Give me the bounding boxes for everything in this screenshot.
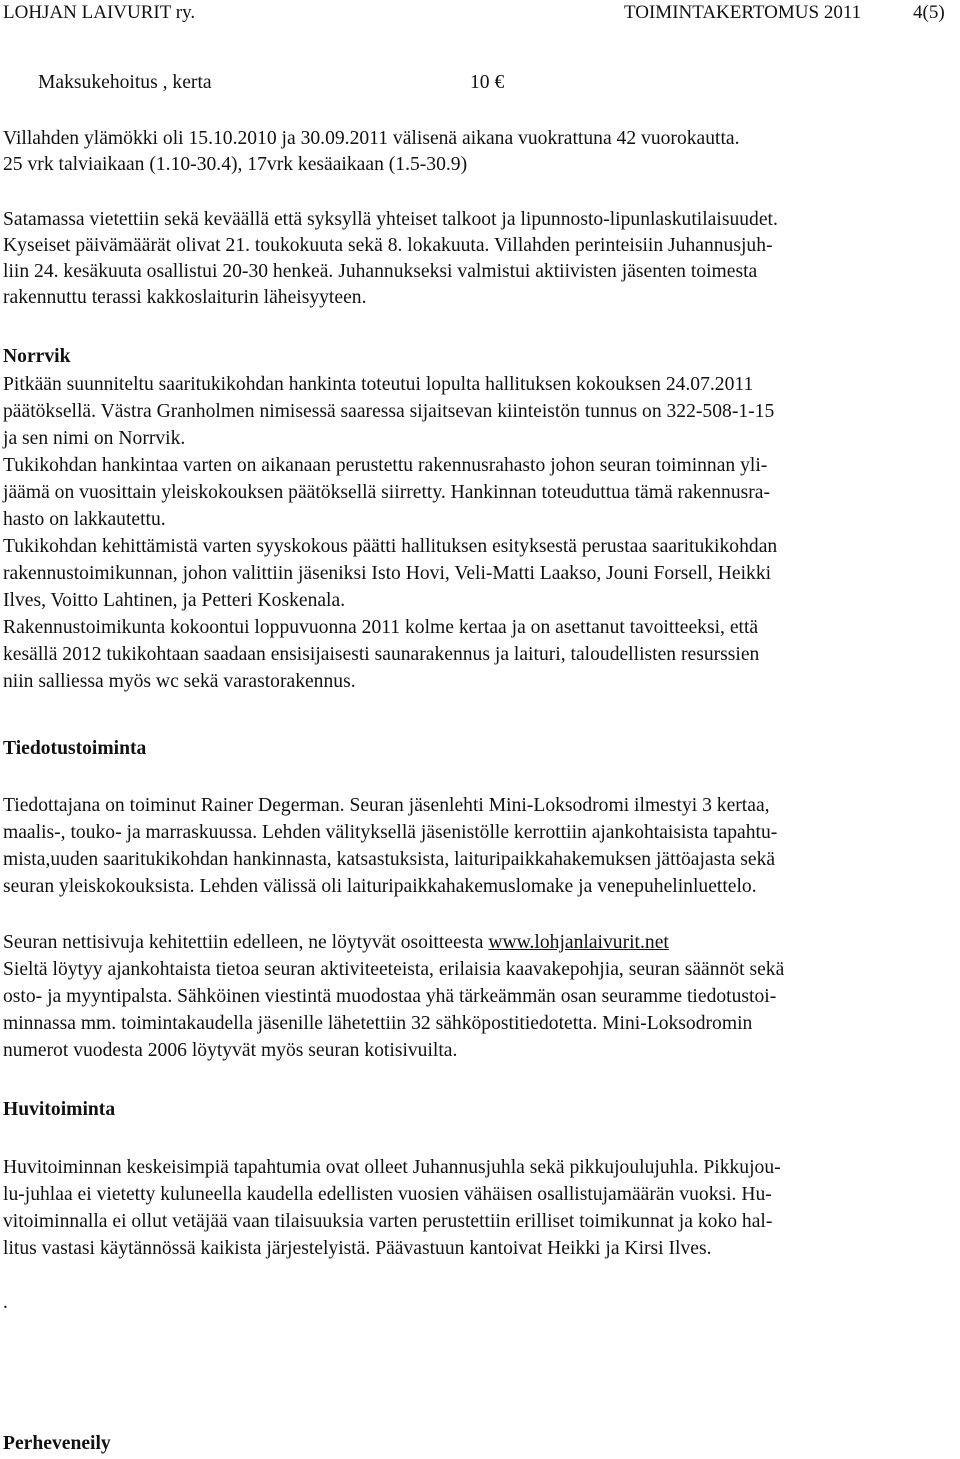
tiedotus-line-7: minnassa mm. toimintakaudella jäsenille lähetettiin 32 sähköpostitiedotetta. Mini-Loksodromin xyxy=(3,1013,753,1034)
satama-line-4: rakennuttu terassi kakkoslaiturin läheisyyteen. xyxy=(3,287,367,308)
satama-line-2: Kyseiset päivämäärät olivat 21. toukokuuta sekä 8. lokakuuta. Villahden perinteisiin Juhannusjuh- xyxy=(3,235,773,256)
satama-line-1: Satamassa vietettiin sekä keväällä että syksyllä yhteiset talkoot ja lipunnosto-lipunlaskutilaisuudet. xyxy=(3,209,778,230)
huvi-line-2: lu-juhlaa ei vietetty kuluneella kaudella edellisten vuosien vähäisen osallistujamäärän vuoksi. Hu- xyxy=(3,1184,772,1205)
huvi-line-1: Huvitoiminnan keskeisimpiä tapahtumia ovat olleet Juhannusjuhla sekä pikkujoulujuhla. Pikkujou- xyxy=(3,1157,781,1178)
villahden-line-2: 25 vrk talviaikaan (1.10-30.4), 17vrk kesäaikaan (1.5-30.9) xyxy=(3,154,468,175)
tiedotus-line-2: maalis-, touko- ja marraskuussa. Lehden välityksellä jäsenistölle kerrottiin ajankohtaisista tapahtu- xyxy=(3,822,778,843)
website-link[interactable]: www.lohjanlaivurit.net xyxy=(488,932,669,953)
norrvik-line-12: niin salliessa myös wc sekä varastorakennus. xyxy=(3,671,356,692)
norrvik-heading: Norrvik xyxy=(3,346,71,367)
norrvik-line-6: hasto on lakkautettu. xyxy=(3,509,166,530)
stray-dot: . xyxy=(3,1292,8,1313)
norrvik-line-3: ja sen nimi on Norrvik. xyxy=(3,428,186,449)
norrvik-line-9: Ilves, Voitto Lahtinen, ja Petteri Koskenala. xyxy=(3,590,346,611)
norrvik-line-5: jäämä on vuosittain yleiskokouksen päätöksellä siirretty. Hankinnan toteuduttua tämä rakennusra- xyxy=(3,482,771,503)
header-page: 4(5) xyxy=(913,2,945,23)
tiedotus-line-1: Tiedottajana on toiminut Rainer Degerman. Seuran jäsenlehti Mini-Loksodromi ilmestyi 3 kertaa, xyxy=(3,795,770,816)
tiedotus-line-3: mista,uuden saaritukikohdan hankinnasta, katsastuksista, laituripaikkahakemuksen jättöajasta sekä xyxy=(3,849,776,870)
satama-line-3: liin 24. kesäkuuta osallistui 20-30 henkeä. Juhannukseksi valmistui aktiivisten jäsenten toimesta xyxy=(3,261,758,282)
norrvik-line-10: Rakennustoimikunta kokoontui loppuvuonna 2011 kolme kertaa ja on asettanut tavoitteeksi, että xyxy=(3,617,759,638)
huvi-line-4: litus vastasi käytännössä kaikista järjestelyistä. Päävastuun kantoivat Heikki ja Kirsi Ilves. xyxy=(3,1238,712,1259)
villahden-line-1: Villahden ylämökki oli 15.10.2010 ja 30.09.2011 välisenä aikana vuokrattuna 42 vuorokautta. xyxy=(3,128,740,149)
tiedotus-line-4: seuran yleiskokouksista. Lehden välissä oli laituripaikkahakemuslomake ja venepuhelinluettelo. xyxy=(3,876,757,897)
norrvik-line-8: rakennustoimikunnan, johon valittiin jäseniksi Isto Hovi, Veli-Matti Laakso, Jouni Forsell, Heikki xyxy=(3,563,772,584)
tiedotus-web-text: Seuran nettisivuja kehitettiin edelleen, ne löytyvät osoitteesta xyxy=(3,932,489,953)
tiedotus-line-8: numerot vuodesta 2006 löytyvät myös seuran kotisivuilta. xyxy=(3,1040,458,1061)
tiedotus-line-5: Sieltä löytyy ajankohtaista tietoa seuran aktiviteeteista, erilaisia kaavakepohjia, seuran säännöt sekä xyxy=(3,959,785,980)
huvi-heading: Huvitoiminta xyxy=(3,1099,116,1120)
tiedotus-line-6: osto- ja myyntipalsta. Sähköinen viestintä muodostaa yhä tärkeämmän osan seuramme tiedotustoi- xyxy=(3,986,777,1007)
fee-value: 10 € xyxy=(470,72,505,93)
header-left: LOHJAN LAIVURIT ry. xyxy=(3,2,196,23)
fee-label: Maksukehoitus , kerta xyxy=(38,72,212,93)
huvi-line-3: vitoiminnalla ei ollut vetäjää vaan tilaisuuksia varten perustettiin erilliset toimikunnat ja koko hal- xyxy=(3,1211,773,1232)
header-title: TOIMINTAKERTOMUS 2011 xyxy=(624,2,862,23)
tiedotus-web-line xyxy=(3,930,669,956)
norrvik-line-7: Tukikohdan kehittämistä varten syyskokous päätti hallituksen esityksestä perustaa saaritukikohdan xyxy=(3,536,778,557)
norrvik-line-11: kesällä 2012 tukikohtaan saadaan ensisijaisesti saunarakennus ja laituri, taloudellisten resurssien xyxy=(3,644,760,665)
norrvik-line-1: Pitkään suunniteltu saaritukikohdan hankinta toteutui lopulta hallituksen kokouksen 24.07.2011 xyxy=(3,374,754,395)
tiedotus-heading: Tiedotustoiminta xyxy=(3,738,147,759)
perhe-heading: Perheveneily xyxy=(3,1433,111,1454)
norrvik-line-2: päätöksellä. Västra Granholmen nimisessä saaressa sijaitsevan kiinteistön tunnus on 322-508-1-15 xyxy=(3,401,775,422)
norrvik-line-4: Tukikohdan hankintaa varten on aikanaan perustettu rakennusrahasto johon seuran toiminnan yli- xyxy=(3,455,768,476)
